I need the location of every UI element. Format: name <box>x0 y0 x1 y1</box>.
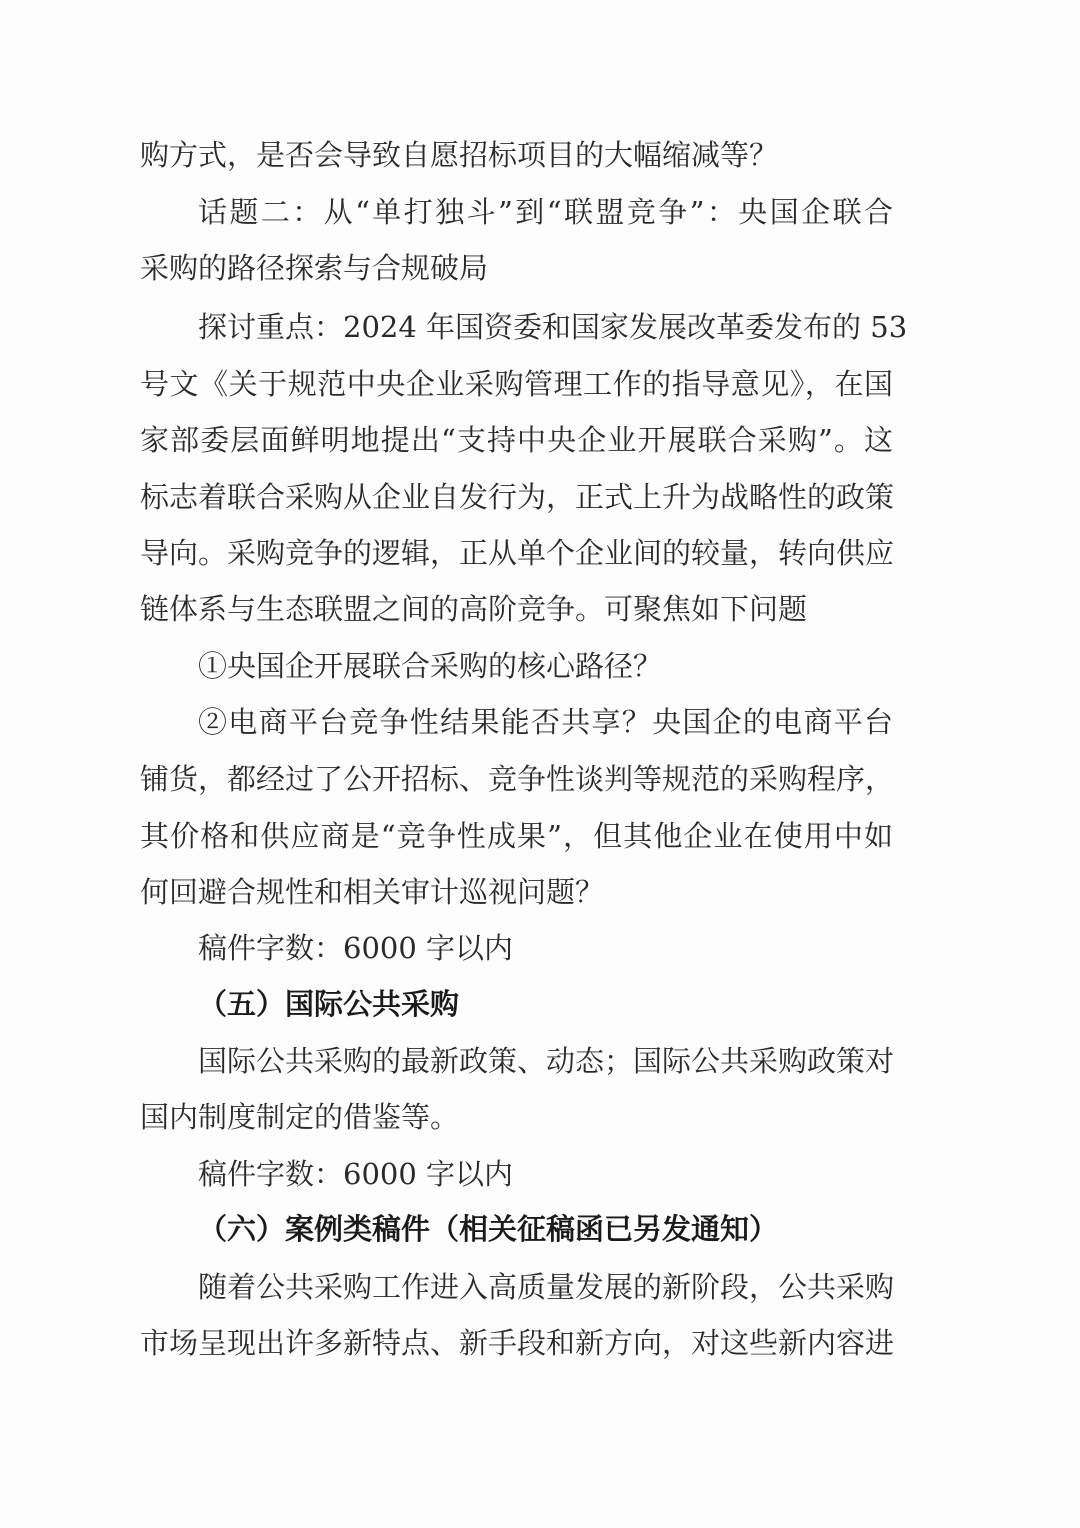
section-heading: （六）案例类稿件（相关征稿函已另发通知） <box>198 1212 779 1246</box>
section-heading: （五）国际公共采购 <box>198 987 460 1021</box>
word-count-line: 稿件字数：6000 字以内 <box>198 931 514 965</box>
paragraph-line: 导向。采购竞争的逻辑，正从单个企业间的较量，转向供应 <box>140 536 895 570</box>
paragraph-line: 购方式，是否会导致自愿招标项目的大幅缩减等？ <box>140 138 779 172</box>
paragraph-line: 号文《关于规范中央企业采购管理工作的指导意见》，在国 <box>140 367 893 401</box>
paragraph-line: 何回避合规性和相关审计巡视问题？ <box>140 875 605 909</box>
topic-two-heading-line: 话题二：从“单打独斗”到“联盟竞争”：央国企联合 <box>198 195 893 229</box>
paragraph-line: 探讨重点：2024 年国资委和国家发展改革委发布的 53 <box>198 310 908 344</box>
paragraph-line: 家部委层面鲜明地提出“支持中央企业开展联合采购”。这 <box>140 423 893 457</box>
paragraph-line: 其价格和供应商是“竞争性成果”，但其他企业在使用中如 <box>140 819 893 853</box>
paragraph-line: 市场呈现出许多新特点、新手段和新方向，对这些新内容进 <box>140 1326 895 1360</box>
list-item: ①央国企开展联合采购的核心路径？ <box>198 649 663 683</box>
paragraph-line: 国际公共采购的最新政策、动态；国际公共采购政策对 <box>198 1044 895 1078</box>
paragraph-line: 国内制度制定的借鉴等。 <box>140 1100 460 1134</box>
paragraph-line: 随着公共采购工作进入高质量发展的新阶段，公共采购 <box>198 1270 895 1304</box>
paragraph-line: 标志着联合采购从企业自发行为，正式上升为战略性的政策 <box>140 480 895 514</box>
paragraph-line: 铺货，都经过了公开招标、竞争性谈判等规范的采购程序， <box>140 762 895 796</box>
word-count-line: 稿件字数：6000 字以内 <box>198 1157 514 1191</box>
list-item: ②电商平台竞争性结果能否共享？央国企的电商平台 <box>198 705 893 739</box>
topic-two-heading-line: 采购的路径探索与合规破局 <box>140 251 489 285</box>
paragraph-line: 链体系与生态联盟之间的高阶竞争。可聚焦如下问题 <box>140 592 808 626</box>
